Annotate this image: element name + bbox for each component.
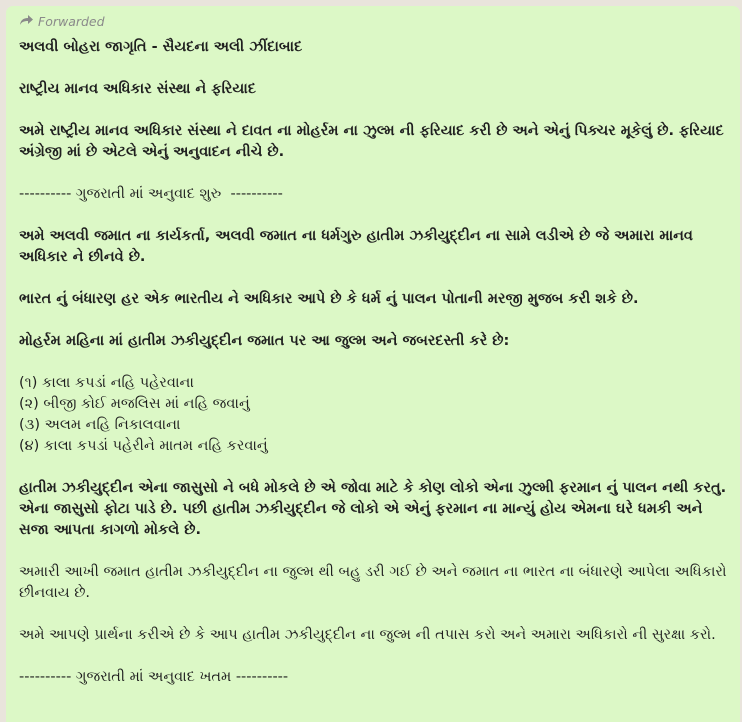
message-subtitle: રાષ્ટ્રીય માનવ અધિકાર સંસ્થા ને ફરિયાદ: [19, 81, 256, 97]
message-title: અલવી બોહરા જાગૃતિ - સૈયદના અલી ઝીંદાબાદ: [19, 39, 303, 55]
paragraph-1: અમે અલવી જમાત ના કાર્યકર્તા, અલવી જમાત ના ધર્મગુરુ હાતીમ ઝકીયુદ્દીન ના સામે લડીએ છે જે અમારા માનવ અધિકાર ને છીનવે છે.: [19, 228, 699, 265]
list-item: (૪) કાલા કપડાં પહેરીને માતમ નહિ કરવાનું: [19, 438, 268, 454]
forwarded-indicator: [19, 13, 730, 29]
intro-paragraph: અમે રાષ્ટ્રીય માનવ અધિકાર સંસ્થા ને દાવત ના મોહર્રમ ના ઝુલ્મ ની ફરિયાદ કરી છે અને એનું પિક્ચર મૂકેલું છે. ફરિયાદ અંગ્રેજી માં છે એટલે એનું અનુવાદન નીચે છે.: [19, 123, 729, 160]
paragraph-6: અમે આપણે પ્રાર્થના કરીએ છે કે આપ હાતીમ ઝકીયુદ્દીન ના જુલ્મ ની તપાસ કરો અને અમારા અધિકારો ની સુરક્ષા કરો.: [19, 627, 716, 643]
message-bubble[interactable]: [6, 6, 740, 722]
translation-end-divider: ---------- ગુજરાતી માં અનુવાદ ખતમ ----------: [19, 669, 289, 685]
paragraph-4: હાતીમ ઝકીયુદ્દીન એના જાસુસો ને બધે મોકલે છે એ જોવા માટે કે કોણ લોકો એના ઝુલ્મી ફરમાન નું પાલન નથી કરતુ. એના જાસુસો ફોટા પાડે છે. પછી હાતીમ ઝકીયુદ્દીન જે લોકો એ એનું ફરમાન ના માન્યું હોય એમના ઘરે ધમકી અને સજા આપતા કાગળો મોકલે છે.: [19, 480, 732, 538]
paragraph-2: ભારત નું બંધારણ હર એક ભારતીય ને અધિકાર આપે છે કે ધર્મ નું પાલન પોતાની મરજી મુજબ કરી શકે છે.: [19, 291, 639, 307]
forward-arrow-icon: [19, 14, 34, 29]
translation-start-divider: ---------- ગુજરાતી માં અનુવાદ શુરુ ----------: [19, 186, 283, 202]
list-item: (૧) કાલા કપડાં નહિ પહેરવાના: [19, 375, 194, 391]
list-item: (૩) અલમ નહિ નિકાલવાના: [19, 417, 181, 433]
list-item: (૨) બીજી કોઈ મજલિસ માં નહિ જવાનું: [19, 396, 250, 412]
restrictions-list: [19, 373, 730, 457]
forwarded-label: Forwarded: [38, 13, 105, 29]
paragraph-5: અમારી આખી જમાત હાતીમ ઝકીયુદ્દીન ના જુલ્મ થી બહુ ડરી ગઈ છે અને જમાત ના ભારત ના બંધારણે આપેલા અધિકારો છીનવાય છે.: [19, 564, 732, 601]
paragraph-3: મોહર્રમ મહિના માં હાતીમ ઝકીયુદ્દીન જમાત પર આ જુલ્મ અને જબરદસ્તી કરે છે:: [19, 333, 510, 349]
